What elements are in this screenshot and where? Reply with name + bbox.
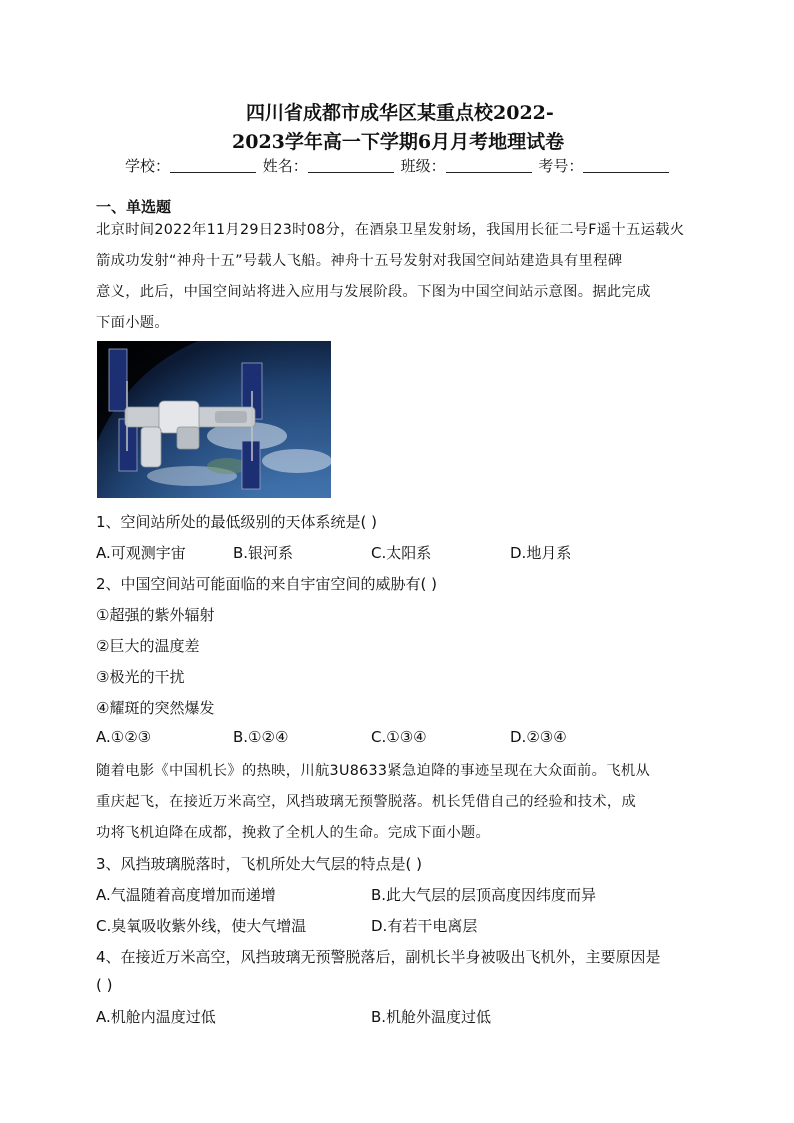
q2-option-b: B.①②④ — [233, 728, 289, 746]
q2-item-1: ①超强的紫外辐射 — [96, 606, 215, 624]
q2-option-a: A.①②③ — [96, 728, 152, 746]
q3-option-a: A.气温随着高度增加而递增 — [96, 886, 276, 904]
q2-item-4: ④耀斑的突然爆发 — [96, 699, 215, 717]
q4-option-b: B.机舱外温度过低 — [371, 1008, 492, 1026]
q3-option-b: B.此大气层的层顶高度因纬度而异 — [371, 886, 597, 904]
exam-number-label: 考号： — [538, 157, 584, 175]
passage1-line-3: 意义，此后，中国空间站将进入应用与发展阶段。下图为中国空间站示意图。据此完成 — [96, 284, 651, 300]
q2-item-2: ②巨大的温度差 — [96, 637, 200, 655]
q1-option-d: D.地月系 — [510, 544, 572, 562]
section-heading: 一、单选题 — [96, 198, 172, 216]
question-2-stem: 2、中国空间站可能面临的来自宇宙空间的威胁有( ) — [96, 575, 438, 593]
question-3-stem: 3、风挡玻璃脱落时，飞机所处大气层的特点是( ) — [96, 855, 423, 873]
question-4-stem: 4、在接近万米高空，风挡玻璃无预警脱落后，副机长半身被吸出飞机外，主要原因是 — [96, 948, 661, 966]
q3-option-d: D.有若干电离层 — [371, 917, 478, 935]
space-station-image — [97, 341, 331, 498]
passage2-line-2: 重庆起飞，在接近万米高空，风挡玻璃无预警脱落。机长凭借自己的经验和技术，成 — [96, 794, 637, 810]
q1-option-c: C.太阳系 — [371, 544, 432, 562]
class-blank — [446, 158, 532, 173]
passage2-line-1: 随着电影《中国机长》的热映，川航3U8633紧急迫降的事迹呈现在大众面前。飞机从 — [96, 763, 651, 779]
q2-item-3: ③极光的干扰 — [96, 668, 185, 686]
q2-option-c: C.①③④ — [371, 728, 427, 746]
exam-number-blank — [583, 158, 669, 173]
space-station-over-earth-icon — [97, 341, 331, 498]
passage1-line-4: 下面小题。 — [96, 315, 169, 331]
question-1-stem: 1、空间站所处的最低级别的天体系统是( ) — [96, 513, 378, 531]
passage1-line-2: 箭成功发射“神舟十五”号载人飞船。神舟十五号发射对我国空间站建造具有里程碑 — [96, 253, 623, 269]
title-line-1: 四川省成都市成华区某重点校2022- — [246, 102, 554, 124]
q2-option-d: D.②③④ — [510, 728, 567, 746]
q1-option-a: A.可观测宇宙 — [96, 544, 186, 562]
class-label: 班级： — [400, 157, 446, 175]
title-line-2: 2023学年高一下学期6月月考地理试卷 — [232, 131, 565, 153]
passage1-line-1: 北京时间2022年11月29日23时08分，在酒泉卫星发射场，我国用长征二号F遥十五运载火 — [96, 222, 685, 238]
q4-option-a: A.机舱内温度过低 — [96, 1008, 216, 1026]
school-label: 学校： — [125, 157, 171, 175]
q3-option-c: C.臭氧吸收紫外线，使大气增温 — [96, 917, 307, 935]
info-fields — [125, 155, 671, 176]
name-blank — [308, 158, 394, 173]
passage2-line-3: 功将飞机迫降在成都，挽救了全机人的生命。完成下面小题。 — [96, 825, 491, 841]
name-label: 姓名： — [262, 157, 308, 175]
q1-option-b: B.银河系 — [233, 544, 294, 562]
question-4-stem-continued: ( ) — [96, 976, 113, 994]
school-blank — [170, 158, 256, 173]
